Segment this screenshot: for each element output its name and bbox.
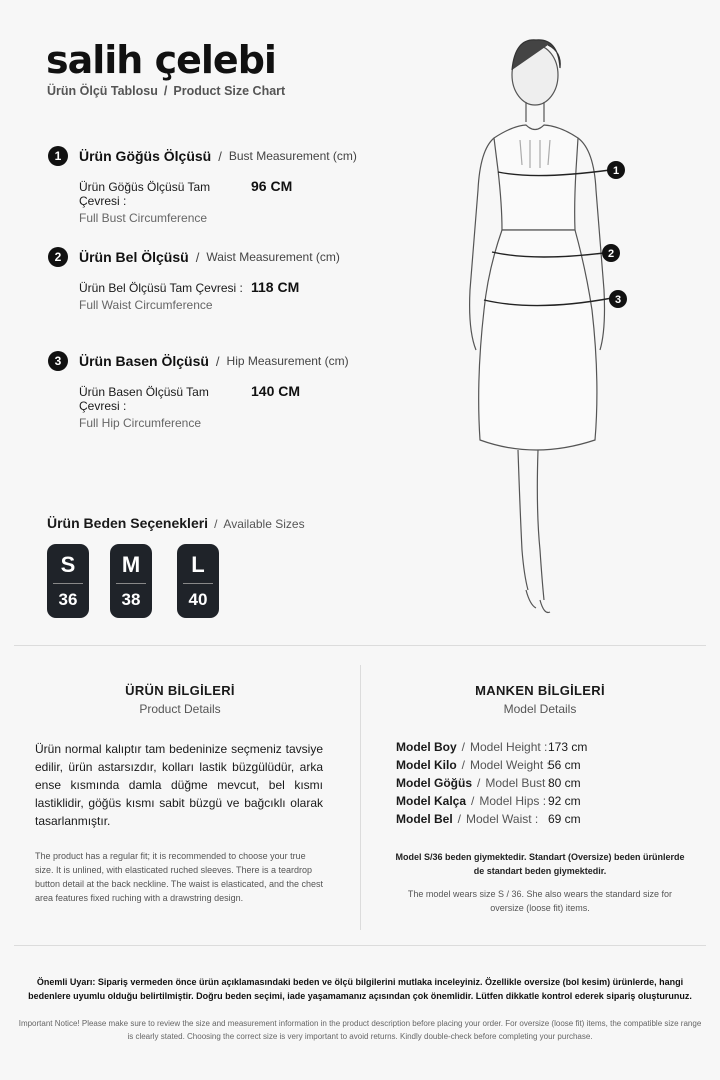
divider-bottom	[14, 945, 706, 946]
model-row-label-tr: Model Kalça	[396, 794, 467, 808]
divider-vertical	[360, 665, 361, 930]
measurement-value: 140 CM	[251, 383, 301, 399]
size-letter: L	[191, 552, 205, 577]
figure-feet	[526, 590, 550, 613]
product-description-tr: Ürün normal kalıptır tam bedeninize seçmeniz tavsiye edilir, ürün astarsızdır, kolları lastik büzgülüdür, arka ense kısmında damla düğme mevcut, bel kısmı lastiklidir, göğüs kısmı sabit büzgü ve bağcıklı olarak tasarlanmıştır.	[35, 742, 323, 828]
number-badge-2: 2	[48, 247, 68, 267]
measurement-title: Ürün Bel Ölçüsü	[79, 249, 189, 265]
model-figure-illustration	[440, 30, 650, 630]
size-chip-m	[110, 544, 152, 618]
model-note-en: The model wears size S / 36. She also wears the standard size for oversize (loose fit) items.	[407, 889, 673, 913]
measurement-title: Ürün Göğüs Ölçüsü	[79, 148, 212, 164]
figure-skirt	[479, 230, 597, 450]
page-subtitle	[47, 84, 285, 98]
sizes-heading	[47, 515, 305, 531]
model-row-label-en: Model Bust :	[485, 776, 553, 790]
marker-2-label: 2	[607, 248, 615, 260]
brand-logo: salih çelebi	[46, 38, 276, 82]
measurement-hip	[48, 351, 349, 430]
measurement-subtitle: Full Waist Circumference	[79, 298, 213, 312]
size-divider	[116, 583, 146, 584]
measurement-subtitle: Full Bust Circumference	[79, 211, 208, 225]
marker-3-label: 3	[614, 294, 622, 306]
model-row-bust: Model Göğüs / Model Bust : 80 cm	[396, 776, 581, 790]
size-number: 40	[188, 590, 208, 609]
model-row-label-tr: Model Bel	[396, 812, 453, 826]
model-row-hips: Model Kalça / Model Hips : 92 cm	[396, 794, 581, 808]
figure-marker-2	[602, 244, 620, 262]
size-number: 36	[58, 590, 78, 609]
product-description-en: The product has a regular fit; it is recommended to choose your true size. It is unlined, with elasticated ruched sleeves. There is a teardrop button detail at the back neckline. The waist is elasticated, and the chest area features fixed ruching with a drawstring design.	[35, 851, 324, 903]
number-badge-1: 1	[48, 146, 68, 166]
measurement-title-en: Bust Measurement (cm)	[228, 149, 357, 163]
size-number: 38	[121, 590, 141, 609]
measurement-title: Ürün Basen Ölçüsü	[79, 353, 209, 369]
model-measurements	[396, 738, 587, 828]
sizes-title: Ürün Beden Seçenekleri	[47, 515, 209, 531]
measurement-separator: /	[195, 249, 200, 265]
measurement-label: Ürün Basen Ölçüsü Tam Çevresi :	[79, 385, 209, 413]
measurement-subtitle: Full Hip Circumference	[79, 416, 202, 430]
model-row-value: 69 cm	[548, 812, 581, 826]
size-chip-s	[47, 544, 89, 618]
model-row-label-en: Model Waist :	[466, 812, 539, 826]
subtitle-en: Product Size Chart	[173, 84, 286, 98]
size-letter: S	[60, 552, 76, 577]
model-row-label-en: Model Height :	[470, 740, 548, 754]
figure-bodice	[494, 125, 578, 230]
measurement-title-en: Waist Measurement (cm)	[206, 250, 340, 264]
model-row-label-en: Model Hips :	[479, 794, 547, 808]
model-row-label-en: Model Weight :	[470, 758, 550, 772]
figure-legs	[518, 450, 544, 600]
model-row-value: 92 cm	[548, 794, 581, 808]
size-chip-l	[177, 544, 219, 618]
warning-en: Important Notice! Please make sure to review the size and measurement information in the product description before placing your order. For oversize (loose fit) items, the compatible size range is clearly stated. Choosing the correct size is very important to avoid returns. Kindly double-check before completing your purchase.	[18, 1019, 702, 1041]
measurement-waist	[48, 247, 340, 312]
figure-marker-1	[607, 161, 625, 179]
model-details-subtitle: Model Details	[503, 702, 577, 716]
size-letter: M	[121, 552, 141, 577]
sizes-separator: /	[214, 517, 218, 531]
model-row-height: Model Boy / Model Height : 173 cm	[396, 740, 588, 754]
marker-1-label: 1	[612, 165, 620, 177]
number-badge-3: 3	[48, 351, 68, 371]
product-details-subtitle: Product Details	[139, 702, 221, 716]
model-row-value: 173 cm	[548, 740, 588, 754]
model-row-weight: Model Kilo / Model Weight : 56 cm	[396, 758, 581, 772]
figure-marker-3	[609, 290, 627, 308]
measurement-bust	[48, 146, 357, 225]
measurement-title-en: Hip Measurement (cm)	[226, 354, 349, 368]
measurement-label: Ürün Bel Ölçüsü Tam Çevresi :	[79, 281, 243, 295]
divider-top	[14, 645, 706, 646]
model-row-value: 56 cm	[548, 758, 581, 772]
subtitle-separator: /	[163, 84, 168, 98]
measurement-value: 96 CM	[251, 178, 293, 194]
model-row-waist: Model Bel / Model Waist : 69 cm	[396, 812, 581, 826]
model-row-value: 80 cm	[548, 776, 581, 790]
size-divider	[53, 583, 83, 584]
model-row-label-tr: Model Boy	[396, 740, 457, 754]
subtitle-tr: Ürün Ölçü Tablosu	[47, 84, 158, 98]
warning-tr: Önemli Uyarı: Sipariş vermeden önce ürün açıklamasındaki beden ve ölçü bilgilerini mutlaka inceleyiniz. Özellikle oversize (bol kesim) ürünlerde, hangi bedenlere uyumlu olduğu belirtilmiştir. Doğru beden seçimi, iade yaşamamanız açısından çok önemlidir. Lütfen dikkatle kontrol ederek sipariş oluşturunuz.	[28, 977, 692, 1001]
size-divider	[183, 583, 213, 584]
sizes-title-en: Available Sizes	[223, 517, 305, 531]
measurement-label: Ürün Göğüs Ölçüsü Tam Çevresi :	[79, 180, 211, 208]
model-note-tr: Model S/36 beden giymektedir. Standart (Oversize) beden ürünlerde de standart beden giymektedir.	[395, 852, 685, 876]
model-row-label-tr: Model Kilo	[396, 758, 457, 772]
model-row-label-tr: Model Göğüs	[396, 776, 472, 790]
measurement-separator: /	[218, 148, 222, 164]
model-details-title: MANKEN BİLGİLERİ	[475, 683, 605, 698]
measurement-separator: /	[215, 353, 220, 369]
product-details-title: ÜRÜN BİLGİLERİ	[125, 683, 235, 698]
measurement-value: 118 CM	[251, 279, 300, 295]
